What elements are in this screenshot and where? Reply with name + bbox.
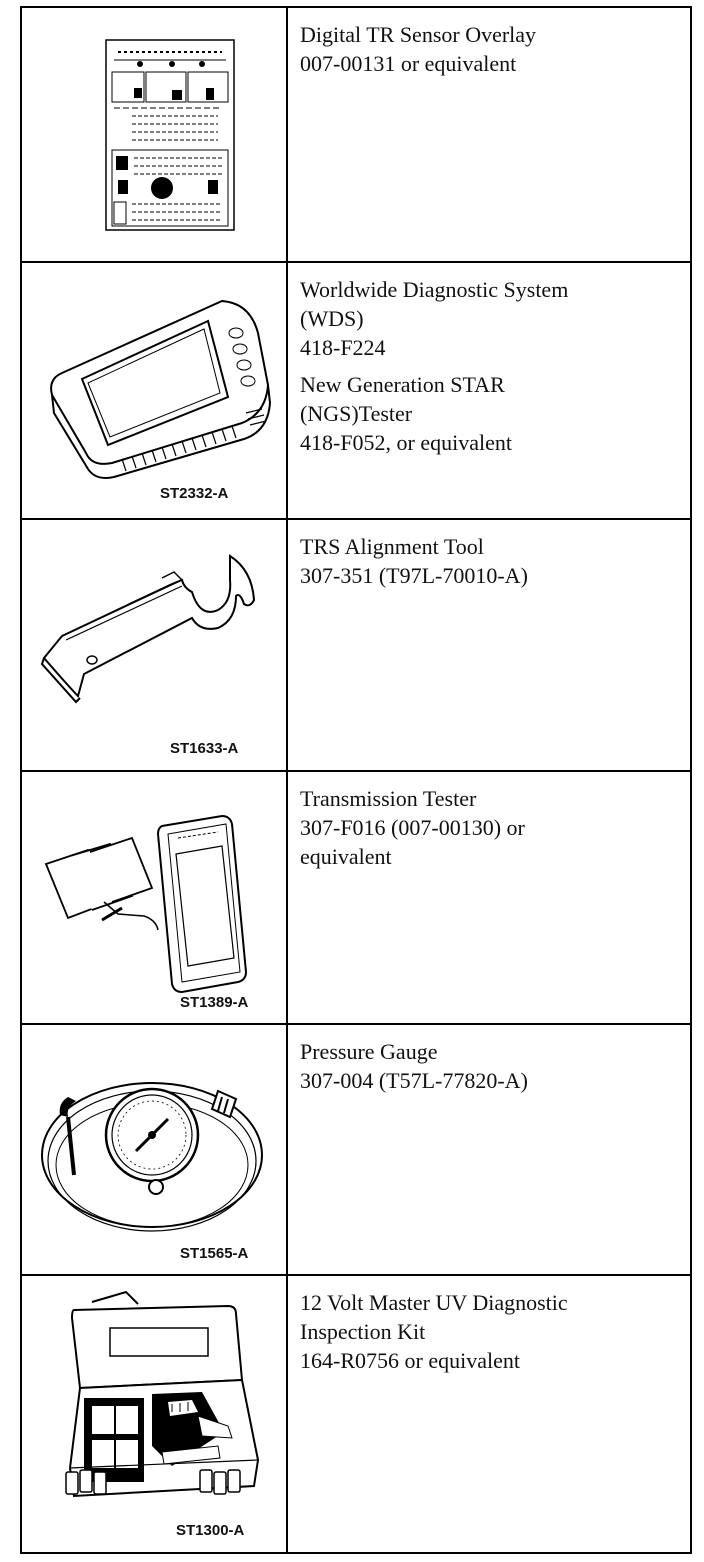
tool-part-number: 418-F052, or equivalent [300, 430, 513, 455]
alignment-bracket-icon [22, 520, 286, 770]
tool-part-number: equivalent [300, 844, 392, 869]
figure-id: ST1300-A [176, 1522, 245, 1539]
tool-part-number: 307-351 (T97L-70010-A) [300, 563, 528, 588]
tool-description [288, 1025, 690, 1274]
diagnostic-tablet-icon [22, 263, 286, 518]
pressure-gauge-icon [22, 1025, 286, 1274]
tool-name: Worldwide Diagnostic System [300, 277, 569, 302]
figure-id: ST1389-A [180, 994, 249, 1011]
table-row [22, 520, 690, 772]
uv-kit-case-icon [22, 1276, 286, 1550]
table-row [22, 8, 690, 263]
tool-part-number: 007-00131 or equivalent [300, 51, 517, 76]
tool-image-cell [22, 772, 288, 1023]
figure-id: ST1633-A [170, 740, 239, 757]
tool-part-number: 418-F224 [300, 335, 386, 360]
table-row [22, 1025, 690, 1276]
tool-table [20, 6, 692, 1554]
tester-pad-icon [22, 772, 286, 1023]
tool-name: TRS Alignment Tool [300, 534, 484, 559]
tool-name: Digital TR Sensor Overlay [300, 22, 537, 47]
tool-image-cell [22, 263, 288, 518]
tool-image-cell [22, 1025, 288, 1274]
tool-image-cell [22, 520, 288, 770]
tool-description [288, 263, 690, 518]
tool-name: 12 Volt Master UV Diagnostic [300, 1290, 568, 1315]
overlay-card-icon [22, 8, 286, 261]
tool-name: New Generation STAR [300, 372, 505, 397]
tool-description [288, 8, 690, 261]
tool-description [288, 520, 690, 770]
tool-name: Transmission Tester [300, 786, 477, 811]
tool-name: Pressure Gauge [300, 1039, 438, 1064]
tool-part-number: 164-R0756 or equivalent [300, 1348, 520, 1373]
tool-description [288, 1276, 690, 1552]
tool-name: Inspection Kit [300, 1319, 426, 1344]
tool-description [288, 772, 690, 1023]
figure-id: ST2332-A [160, 485, 229, 502]
tool-name: (NGS)Tester [300, 401, 413, 426]
figure-id: ST1565-A [180, 1245, 249, 1262]
table-row [22, 772, 690, 1025]
tool-image-cell [22, 1276, 288, 1552]
table-row [22, 263, 690, 520]
tool-part-number: 307-F016 (007-00130) or [300, 815, 525, 840]
tool-image-cell [22, 8, 288, 261]
table-row [22, 1276, 690, 1552]
tool-name: (WDS) [300, 306, 364, 331]
tool-part-number: 307-004 (T57L-77820-A) [300, 1068, 528, 1093]
